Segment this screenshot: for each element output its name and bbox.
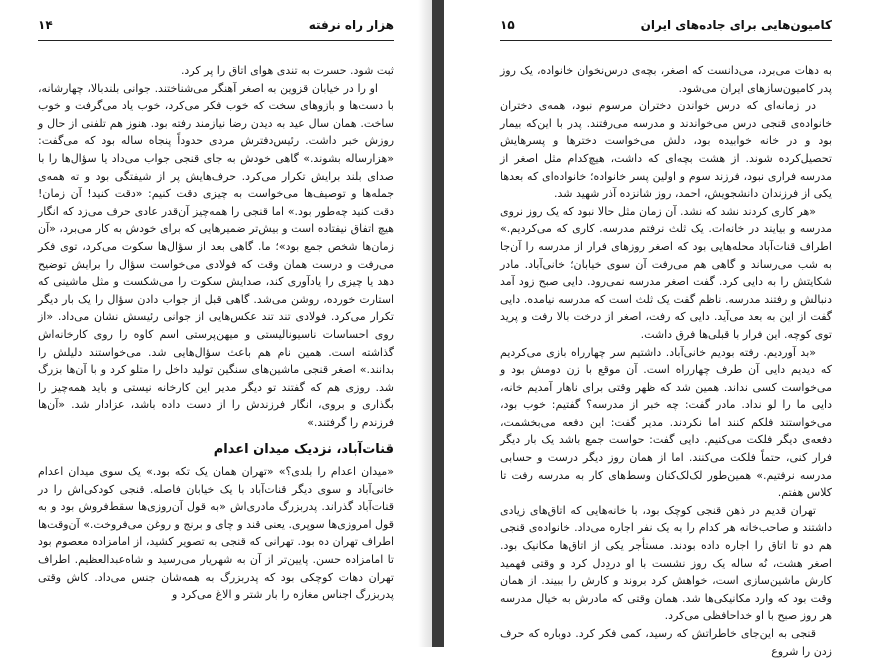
right-page-number: ۱۵ xyxy=(500,18,515,32)
right-paragraph-6: قنجی به این‌جای خاطراتش که رسید، کمی فکر کرد. دوباره که حرف زدن را شروع xyxy=(500,627,832,658)
right-page-body xyxy=(500,62,832,660)
right-paragraph-1: به دهات می‌برد، می‌دانست که اصغر، بچه‌ی درس‌نخوان خانواده، یک روز پدر کامیون‌سازهای ایران می‌شود. xyxy=(500,64,832,95)
left-running-head: هزار راه نرفته xyxy=(308,18,394,32)
right-paragraph-5: تهران قدیم در ذهن قنجی کوچک بود، با خانه‌هایی که اتاق‌های زیادی داشتند و صاحب‌خانه هر کدام را به یک نفر اجاره می‌داد. خانواده‌ی قنجی هم دو تا اتاق را اجاره داده بودند. مستأجر یکی از اتاق‌ها مکانیک بود. اصغر هشت، نُه ساله یک روز نشست با او دردِدل کرد و وقتی فهمید کارش ماشین‌سازی است، خواهش کرد بروند و کارش را ببیند. از همان وقت بود که وارد مکانیکی‌ها شد. همان وقتی که مادرش به خیال مدرسه هر روز صبح با او خداحافظی می‌کرد. xyxy=(500,503,832,623)
book-spine xyxy=(432,0,444,647)
left-paragraph-1: ثبت شود. حسرت به تندی هوای اتاق را پر کرد. xyxy=(180,64,394,77)
left-page-number: ۱۴ xyxy=(38,18,53,32)
left-paragraph-2: او را در خیابان قزوین به اصغر آهنگر می‌شناختند. جوانی بلندبالا، چهارشانه، با دست‌ها و بازوهای سخت که خوب فکر می‌کرد، خوب یاد می‌گرفت و خوب ساخت. همان سال عید به دیدن رضا نیازمند رفته بود. هنوز هم تلفنی از حال و روزش خبر داشت. رئیس‌دفترش مردی حدوداً پنجاه ساله بود که می‌گفت: «هزارساله بشوند.» گاهی خودش به جای قنجی جواب می‌داد یا سؤال‌ها را با صدای بلند برایش تکرار می‌کرد. حرف‌هایش پر از شیفتگی بود و ته همه‌ی جمله‌ها و توصیف‌ها می‌خواست به چیزی دقت کنیم: «دقت کنید! آن زمان! دقت کنید چه‌طور بود.» اما قنجی را همه‌چیز آن‌قدر عادی حرف می‌زد که انگار هیچ اتفاق نیفتاده است و بیش‌تر ضمیرهایی که برای خودش به کار می‌برد، «آن زمان‌ها شخص جمع بود»؛ ما. گاهی بعد از سؤال‌ها سکوت می‌کرد، توی فکر می‌رفت و درست همان وقت که فولادی می‌خواست سؤال را برایش توضیح دهد یا چیزی را یادآوری کند، صدایش سکوت را می‌شکست و مثل ماشینی که استارت خورده، روشن می‌شد. گاهی قبل از جواب دادن سؤال را یک بار دیگر تکرار می‌کرد. فولادی تند تند عکس‌هایی از جوانی رئیسش نشان می‌داد. «از روی احساسات ناسیونالیستی و میهن‌پرستی اسم کاوه را روی کارخانه‌اش گذاشته است. همین نام هم باعث سؤال‌هایی شد. می‌خواستند دلیلش را بدانند.» اصغر قنجی ماشین‌های سنگین تولید داخل را متلو کرد و با آن‌ها بزرگ شد. روزی هم که گفتند تو دیگر مدیر این کارخانه نیستی و باید همه‌چیز را بگذاری و بروی، انگار فرزندش را از دست داده باشد، عزادار شد. «آن‌ها فرزندم را گرفتند.» xyxy=(38,81,394,429)
spine-shadow-left xyxy=(418,0,432,647)
left-page xyxy=(0,0,432,647)
right-paragraph-4: «بد آوردیم. رفته بودیم خانی‌آباد. داشتیم سر چهارراه بازی می‌کردیم که دیدیم دایی آن طرف چهارراه است. آن موقع با زن دومش بود و می‌خواست کسی نداند. همین شد که ظهر وقتی برای ناهار آمدیم خانه، دایی ما را لو نداد. مادر گفت: چه خبر از مدرسه؟ گفتیم: خوب بود، می‌خواستند فلکم کنند اما نکردند. مدیر گفت: این دفعه می‌بخشمت، دفعه‌ی دیگر فلکت می‌کنیم. دایی گفت: حواست جمع باشد یک بار دیگر فرار کنی، حتماً فلکت می‌کنند. اما از همان روز دیگر درست و حسابی مدرسه نرفتیم.» همین‌طور لک‌لک‌کنان وسط‌های کار به مدرسه رفت تا کلاس هفتم. xyxy=(500,345,832,500)
section-title: قنات‌آباد، نزدیک میدان اعدام xyxy=(213,442,394,458)
left-section-paragraph-1: «میدان اعدام را بلدی؟» «تهران همان یک تکه بود.» یک سوی میدان اعدام خانی‌آباد و سوی دیگر قنات‌آباد با یک خیابان فاصله. قنجی کودکی‌اش را در قنات‌آباد گذراند. پدربزرگ مادری‌اش «به قول آن‌روزی‌ها سقط‌فروش بود و به قول امروزی‌ها سوپری. یعنی قند و چای و برنج و روغن می‌فروخت.» آن‌وقت‌ها اطراف تهران ده بود. تهرانی که قنجی به تصویر کشید، از امامزاده معصوم بود تا امامزاده حسن. پایین‌تر از آن به شهریار می‌رسید و شاه‌عبدالعظیم. اطراف تهران دهات کوچکی بود که پدربزرگ به همه‌شان جنس می‌داد. کاش وقتی پدربزرگ اجناس مغازه را بار شتر و الاغ می‌کرد و xyxy=(38,465,394,602)
right-paragraph-3: «هر کاری کردند نشد که نشد. آن زمان مثل حالا نبود که یک روز نروی مدرسه و بیایند در خانه‌ات. یک ثلث نرفتم مدرسه. کاری که می‌کردیم.» اطراف قنات‌آباد محله‌هایی بود که اصغر روزهای فرار از مدرسه را آن‌جا به شب می‌رساند و گاهی هم می‌رفت آن سوی خیابان؛ خانی‌آباد. مادر شکایتش را به دایی کرد. گفت اصغر مدرسه نمی‌رود. دایی صبح زود آمد دنبالش و رفتند مدرسه. ناظم گفت یک ثلث است که مدرسه نیامده. دایی گفت از این به بعد می‌آید. دایی که رفت، اصغر از درخت بالا رفت و پرید توی کوچه. این فرار با قبلی‌ها فرق داشت. xyxy=(500,204,832,341)
right-page-header xyxy=(500,14,832,41)
right-running-head: کامیون‌هایی برای جاده‌های ایران xyxy=(640,18,832,32)
right-page xyxy=(444,0,880,658)
right-paragraph-2: در زمانه‌ای که درس خواندن دختران مرسوم نبود، همه‌ی دختران خانواده‌ی قنجی درس می‌خواندند و مدرسه می‌رفتند. پدر با این‌که بیمار بود و در خانه خوابیده بود، دلش می‌خواست دخترها و پسرهایش تحصیل‌کرده شوند. از هشت بچه‌ای که داشت، هیچ‌کدام مثل اصغر از مدرسه فراری نبود، فرزند سوم و اولین پسر خانواده؛ خانواده‌ای که بعدها یکی از فرزندان دانشجویش، احمد، روز شانزده آذر شهید شد. xyxy=(500,99,832,201)
left-page-header xyxy=(38,14,394,41)
left-page-body xyxy=(38,62,394,604)
